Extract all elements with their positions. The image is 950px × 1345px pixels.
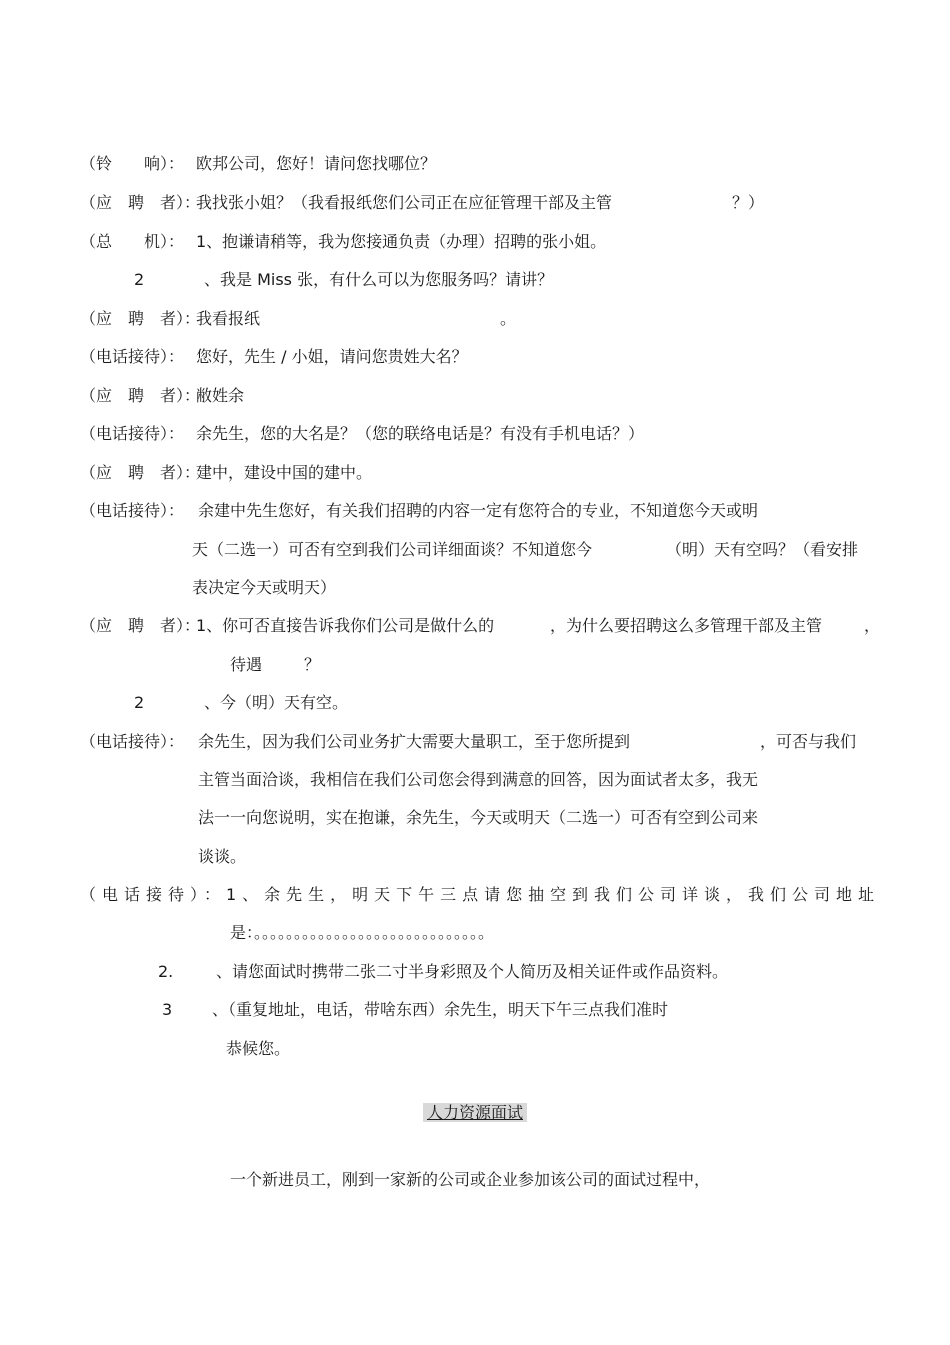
dialogue-text-tail: ，可否与我们 (760, 732, 857, 751)
section-title: 人力资源面试 (423, 1103, 527, 1122)
dialogue-text: 余先生，因为我们公司业务扩大需要大量职工，至于您所提到 (198, 732, 631, 751)
list-number: 2 (134, 693, 145, 712)
dialogue-text: 1、抱谦请稍等，我为您接通负责（办理）招聘的张小姐。 (196, 232, 607, 251)
speaker-label: （应 聘 者）： (80, 463, 201, 482)
dialogue-text: 天（二选一）可否有空到我们公司详细面谈？不知道您今 (192, 540, 593, 559)
dialogue-text: 我找张小姐？（我看报纸您们公司正在应征管理干部及主管 (196, 193, 613, 212)
dialogue-text: 表决定今天或明天） (192, 578, 337, 597)
dialogue-text-tail: ？） (732, 193, 765, 212)
speaker-label: （应 聘 者）： (80, 616, 201, 635)
dialogue-text: 主管当面洽谈，我相信在我们公司您会得到满意的回答，因为面试者太多，我无 (198, 770, 759, 789)
dialogue-text-tail: （明）天有空吗？（看安排 (666, 540, 859, 559)
dialogue-text: 、（重复地址，电话，带啥东西）余先生，明天下午三点我们准时 (212, 1000, 669, 1019)
dialogue-text: 余建中先生您好，有关我们招聘的内容一定有您符合的专业，不知道您今天或明 (198, 501, 759, 520)
dialogue-text: 欧邦公司，您好！请问您找哪位？ (196, 154, 437, 173)
dialogue-text: 1、你可否直接告诉我你们公司是做什么的 (196, 616, 495, 635)
speaker-label: （应 聘 者）： (80, 193, 201, 212)
list-number: 2 (134, 270, 145, 289)
speaker-label: （电话接待）： (80, 732, 185, 751)
speaker-label: （铃 响）： (80, 154, 185, 173)
dialogue-text: 待遇 (230, 655, 263, 674)
dialogue-text: （电话接待）：1、余先生，明天下午三点请您抽空到我们公司详谈，我们公司地址 (80, 885, 874, 904)
speaker-label: （应 聘 者）： (80, 309, 201, 328)
dialogue-text: 、请您面试时携带二张二寸半身彩照及个人简历及相关证件或作品资料。 (216, 962, 729, 981)
speaker-label: （电话接待）： (80, 347, 185, 366)
section-heading (0, 1102, 950, 1124)
dialogue-text: 建中，建设中国的建中。 (196, 463, 373, 482)
dialogue-text-tail: ，为什么要招聘这么多管理干部及主管 (550, 616, 823, 635)
dialogue-text: 我看报纸 (196, 309, 261, 328)
list-number: 3 (162, 1000, 173, 1019)
list-number: 2. (158, 962, 174, 981)
dialogue-text: 余先生，您的大名是？（您的联络电话是？有没有手机电话？） (196, 424, 645, 443)
dialogue-text: 谈谈。 (198, 847, 247, 866)
dialogue-text-tail: ？ (304, 655, 321, 674)
dialogue-text: 您好，先生 / 小姐，请问您贵姓大名？ (196, 347, 468, 366)
intro-paragraph: 一个新进员工，刚到一家新的公司或企业参加该公司的面试过程中， (230, 1170, 711, 1189)
dialogue-text: 法一一向您说明，实在抱谦，余先生，今天或明天（二选一）可否有空到公司来 (198, 808, 759, 827)
dialogue-text: 是：。。。。。。。。。。。。。。。。。。。。。。。。。。。。。 (230, 923, 495, 942)
dialogue-text: 恭候您。 (226, 1039, 291, 1058)
dialogue-text: 敝姓余 (196, 386, 245, 405)
dialogue-text: 、今（明）天有空。 (204, 693, 349, 712)
dialogue-text-end: ， (864, 616, 881, 635)
speaker-label: （应 聘 者）： (80, 386, 201, 405)
dialogue-text: 、我是 Miss 张，有什么可以为您服务吗？请讲？ (204, 270, 554, 289)
speaker-label: （总 机）： (80, 232, 185, 251)
dialogue-text-tail: 。 (500, 309, 517, 328)
speaker-label: （电话接待）： (80, 424, 185, 443)
speaker-label: （电话接待）： (80, 501, 185, 520)
